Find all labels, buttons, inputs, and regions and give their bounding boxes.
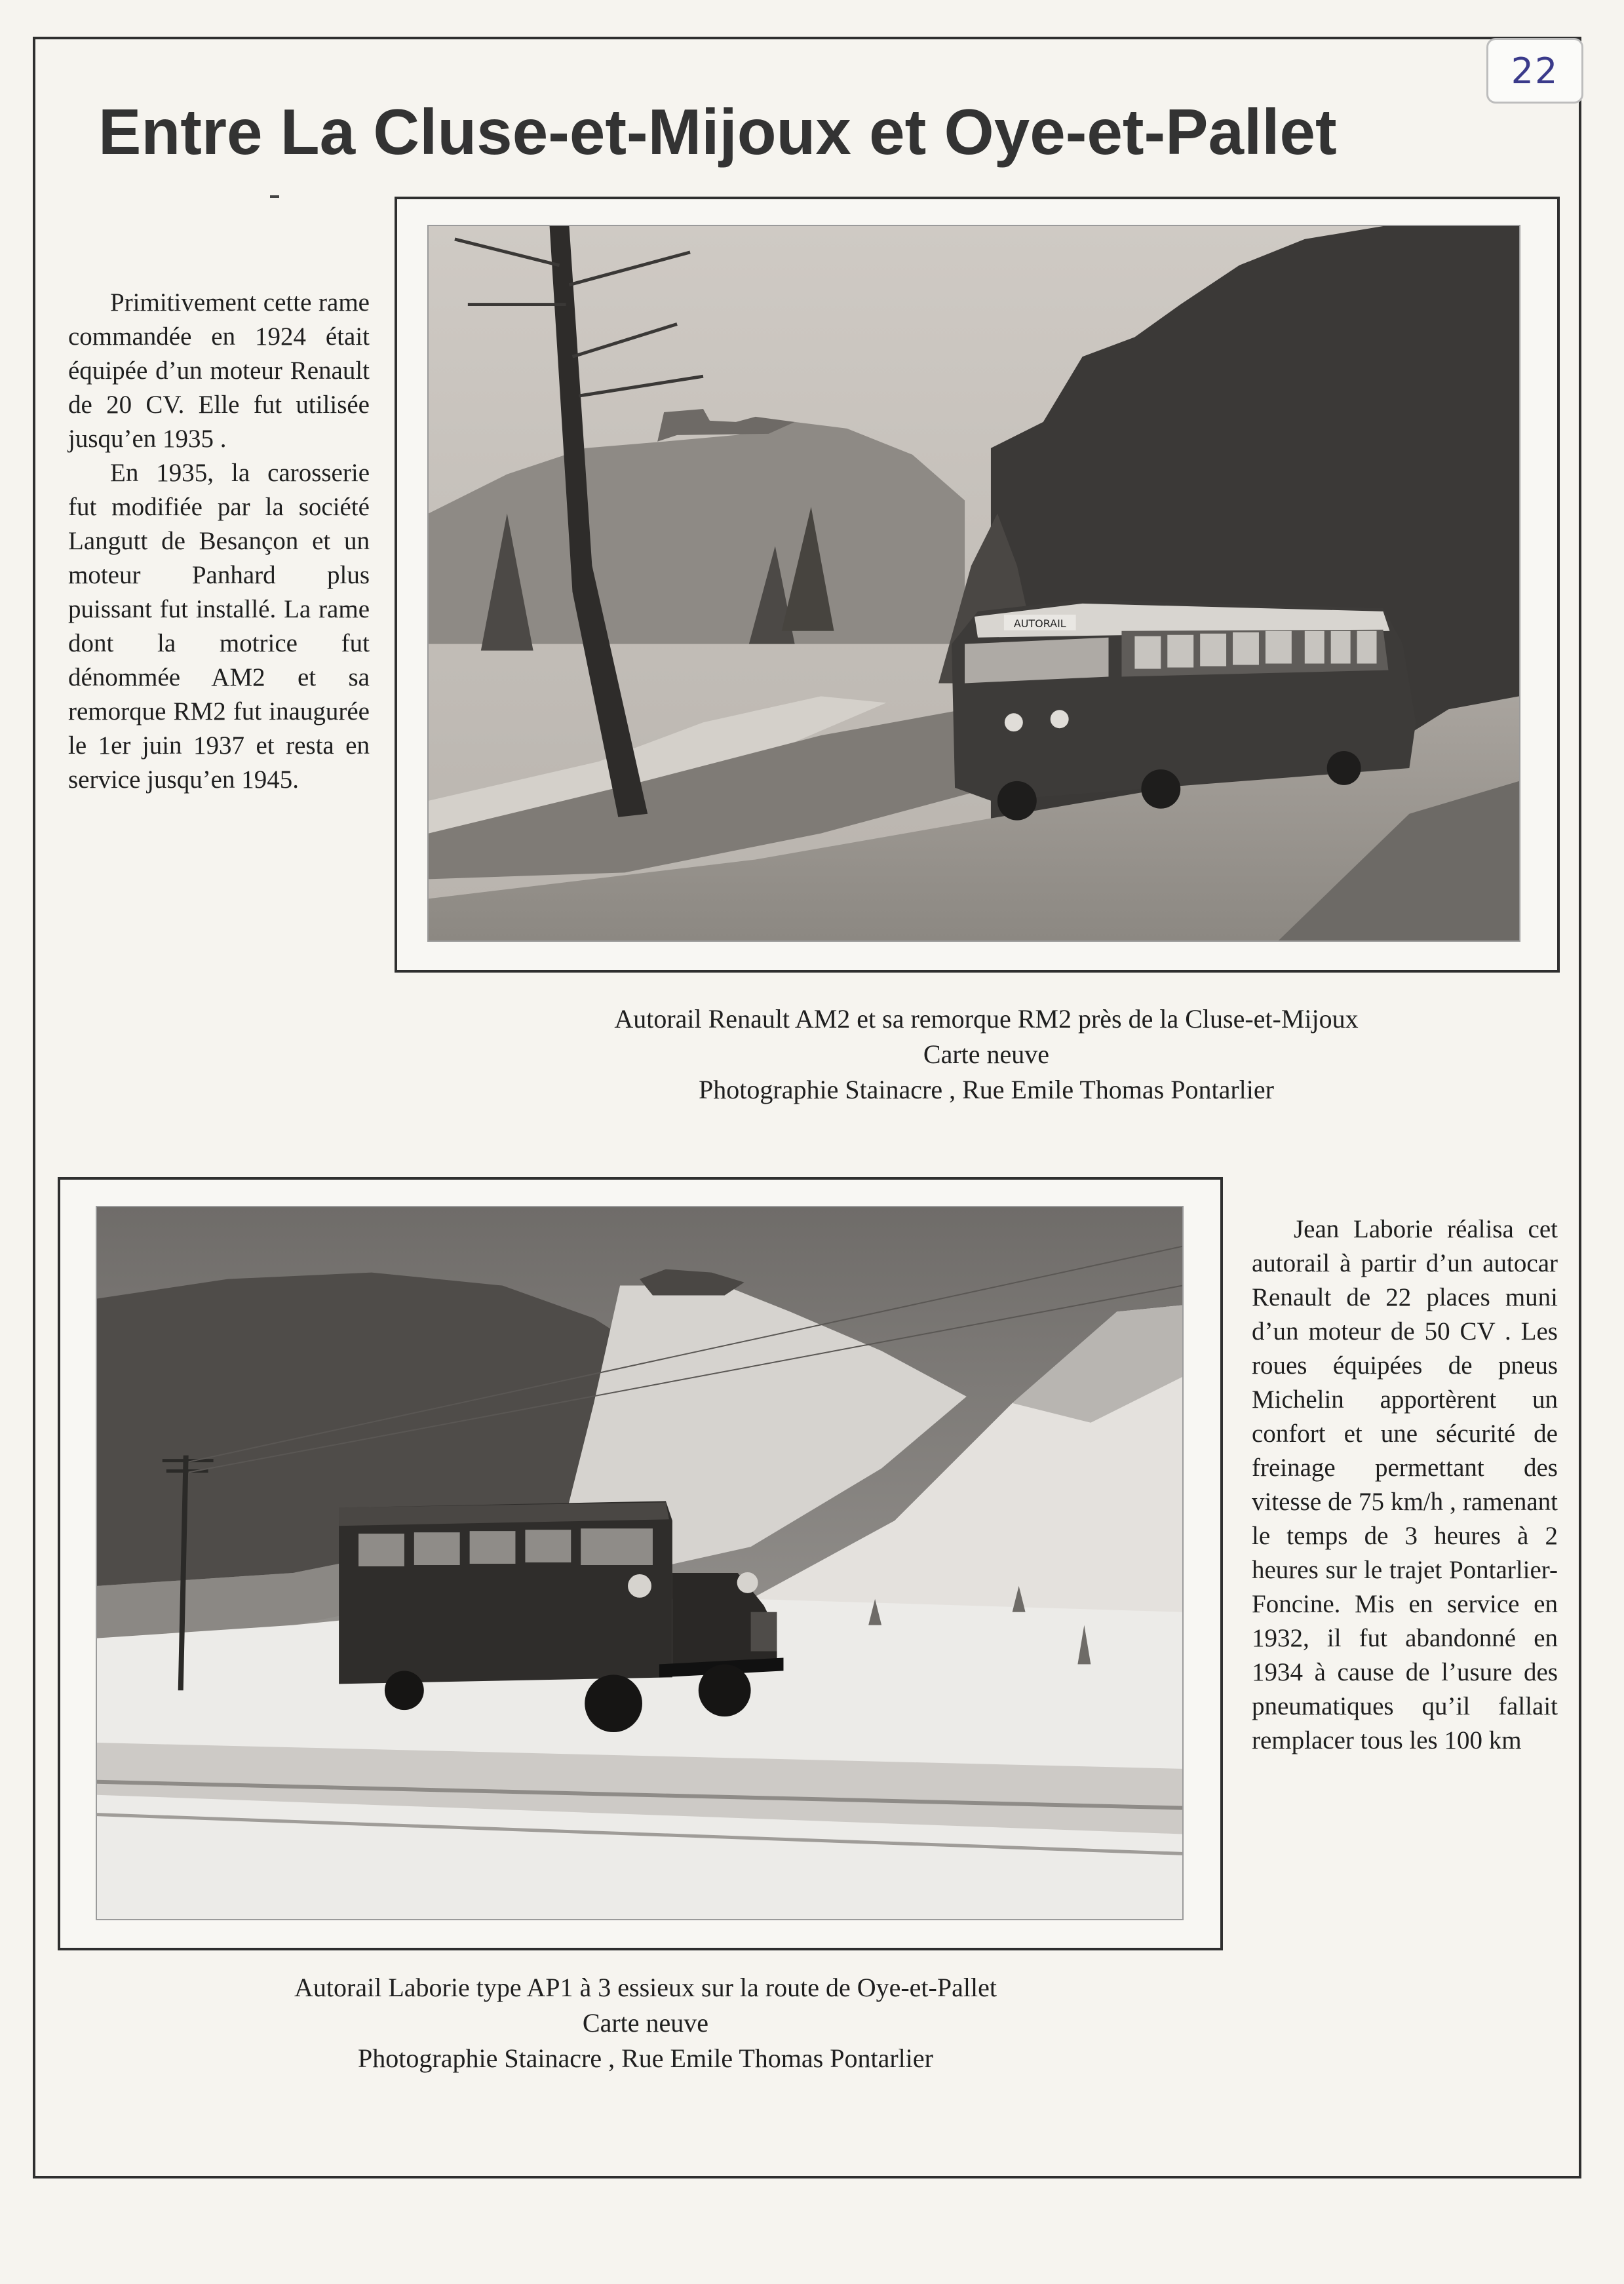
- dash-mark: [270, 195, 279, 198]
- page-title: Entre La Cluse-et-Mijoux et Oye-et-Pallet: [98, 96, 1337, 168]
- autorail-sign: AUTORAIL: [1013, 617, 1066, 630]
- text-right-paragraph-1: Jean Laborie réalisa cet autorail à partir d’un autocar Renault de 22 places muni d’un moteur de 50 CV . Les roues équipées de pneus Michelin apportèrent un confort et une sécurité de freinage permettant des vitesse de 75 km/h , ramenant le temps de 3 heures à 2 heures sur le trajet Pontarlier-Foncine. Mis en service en 1932, il fut abandonné en 1934 à cause de l’usure des pneumatiques qu’il fallait remplacer tous les 100 km: [1252, 1215, 1558, 1754]
- text-left: [68, 286, 370, 797]
- caption-1-line-1: Autorail Renault AM2 et sa remorque RM2 près de la Cluse-et-Mijoux: [614, 1004, 1359, 1034]
- caption-2-line-1: Autorail Laborie type AP1 à 3 essieux sur la route de Oye-et-Pallet: [294, 1973, 997, 2002]
- page-number: 22: [1486, 38, 1583, 104]
- caption-2-line-3: Photographie Stainacre , Rue Emile Thomas Pontarlier: [358, 2043, 933, 2073]
- text-right: [1252, 1212, 1558, 1758]
- photo-autorail-renault: [427, 225, 1520, 942]
- caption-1-line-2: Carte neuve: [923, 1039, 1050, 1069]
- caption-2-line-2: Carte neuve: [582, 2008, 709, 2038]
- caption-1-line-3: Photographie Stainacre , Rue Emile Thomas Pontarlier: [699, 1075, 1274, 1104]
- caption-1: [426, 1001, 1547, 1108]
- photo-autorail-laborie: [96, 1206, 1184, 1920]
- text-left-paragraph-2: En 1935, la carosserie fut modifiée par la société Langutt de Besançon et un moteur Panhard plus puissant fut installé. La rame dont la motrice fut dénommée AM2 et sa remorque RM2 fut inaugurée le 1er juin 1937 et resta en service jusqu’en 1945.: [68, 459, 370, 794]
- photo-2-scene: [97, 1207, 1182, 1919]
- caption-2: [85, 1970, 1206, 2076]
- photo-1-scene: [429, 226, 1519, 940]
- text-left-paragraph-1: Primitivement cette rame commandée en 1924 était équipée d’un moteur Renault de 20 CV. Elle fut utilisée jusqu’en 1935 .: [68, 288, 370, 453]
